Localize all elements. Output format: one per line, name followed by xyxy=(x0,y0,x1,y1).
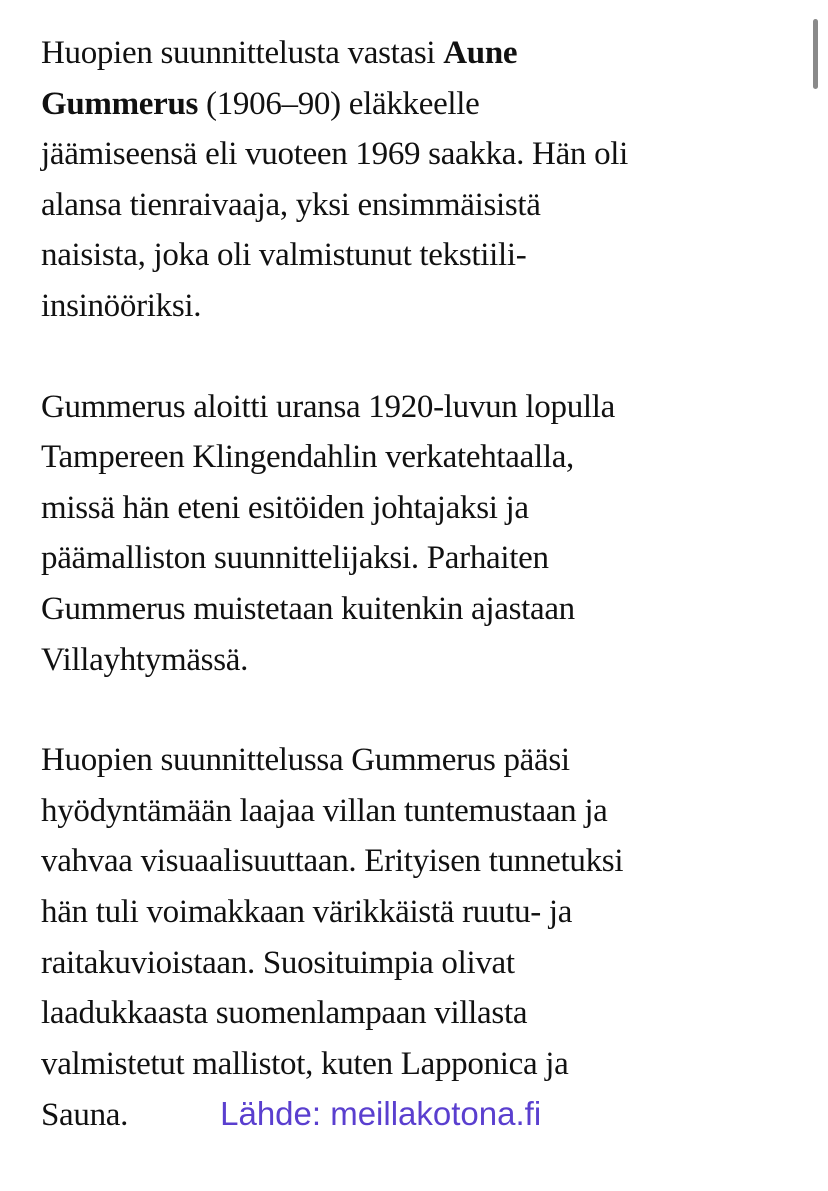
text-line: päämalliston suunnittelijaksi. Parhaiten xyxy=(41,540,549,577)
text-line: missä hän eteni esitöiden johtajaksi ja xyxy=(41,489,529,526)
text-line: jäämiseensä eli vuoteen 1969 saakka. Hän oli xyxy=(41,136,629,173)
text-line: alansa tienraivaaja, yksi ensimmäisistä xyxy=(41,186,541,223)
text-line xyxy=(41,28,781,79)
text-line: hän tuli voimakkaan värikkäistä ruutu- ja xyxy=(41,893,573,930)
vertical-scrollbar[interactable] xyxy=(808,0,828,1121)
person-name-bold: Gummerus xyxy=(41,85,199,122)
paragraph-3 xyxy=(41,735,781,1141)
text-line: Gummerus aloitti uransa 1920-luvun lopulla xyxy=(41,388,615,425)
text-line: naisista, joka oli valmistunut tekstiili- xyxy=(41,237,527,274)
text-line xyxy=(41,79,781,130)
source-caption: Lähde: meillakotona.fi xyxy=(220,1095,542,1133)
article-body xyxy=(41,28,781,1191)
text-line: valmistetut mallistot, kuten Lapponica ja xyxy=(41,1045,569,1082)
text-line xyxy=(41,1089,781,1141)
paragraph-2 xyxy=(41,382,781,686)
text-line: laadukkaasta suomenlampaan villasta xyxy=(41,995,528,1032)
text-line: vahvaa visuaalisuuttaan. Erityisen tunnetuksi xyxy=(41,843,624,880)
text-segment: (1906–90) eläkkeelle xyxy=(198,85,480,122)
text-line: raitakuvioistaan. Suosituimpia olivat xyxy=(41,944,515,981)
paragraph-1 xyxy=(41,28,781,332)
text-line: Gummerus muistetaan kuitenkin ajastaan xyxy=(41,590,575,627)
person-name-bold: Aune xyxy=(443,35,518,71)
text-segment: Sauna. xyxy=(41,1097,129,1134)
text-segment: Huopien suunnittelusta vastasi xyxy=(41,35,444,71)
text-line: Tampereen Klingendahlin verkatehtaalla, xyxy=(41,439,574,476)
text-line: insinööriksi. xyxy=(41,287,202,324)
text-line: hyödyntämään laajaa villan tuntemustaan ja xyxy=(41,792,608,829)
text-line: Huopien suunnittelussa Gummerus pääsi xyxy=(41,742,570,779)
text-line: Villayhtymässä. xyxy=(41,641,249,678)
scrollbar-thumb[interactable] xyxy=(813,19,818,89)
